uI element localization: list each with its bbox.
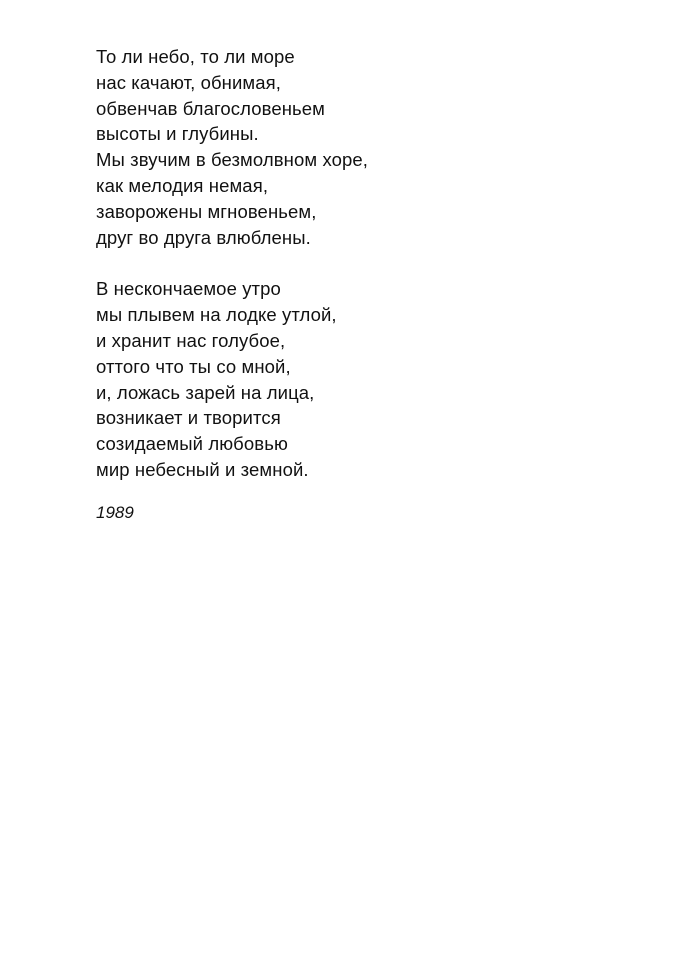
poem-line: высоты и глубины. — [96, 123, 259, 145]
poem-line: и, ложась зарей на лица, — [96, 381, 315, 403]
poem-line: и хранит нас голубое, — [96, 329, 286, 351]
poem-line: нас качают, обнимая, — [96, 71, 281, 93]
poem-line: Мы звучим в безмолвном хоре, — [96, 149, 368, 171]
poem-line: мы плывем на лодке утлой, — [96, 304, 337, 326]
poem-date: 1989 — [96, 502, 134, 522]
poem-line: как мелодия немая, — [96, 174, 269, 196]
poem-line: То ли небо, то ли море — [96, 46, 295, 67]
poem-line: друг во друга влюблены. — [96, 226, 311, 248]
poem-line: созидаемый любовью — [96, 433, 288, 455]
poem-line: оттого что ты со мной, — [96, 355, 291, 377]
poem-line: возникает и творится — [96, 407, 281, 429]
poem-line: В нескончаемое утро — [96, 278, 281, 300]
stanza-1 — [96, 44, 616, 250]
poem-line: мир небесный и земной. — [96, 458, 309, 480]
poem-line: заворожены мгновеньем, — [96, 200, 317, 222]
poem-line: обвенчав благословеньем — [96, 97, 325, 119]
poem — [96, 44, 616, 525]
stanza-2 — [96, 276, 616, 482]
